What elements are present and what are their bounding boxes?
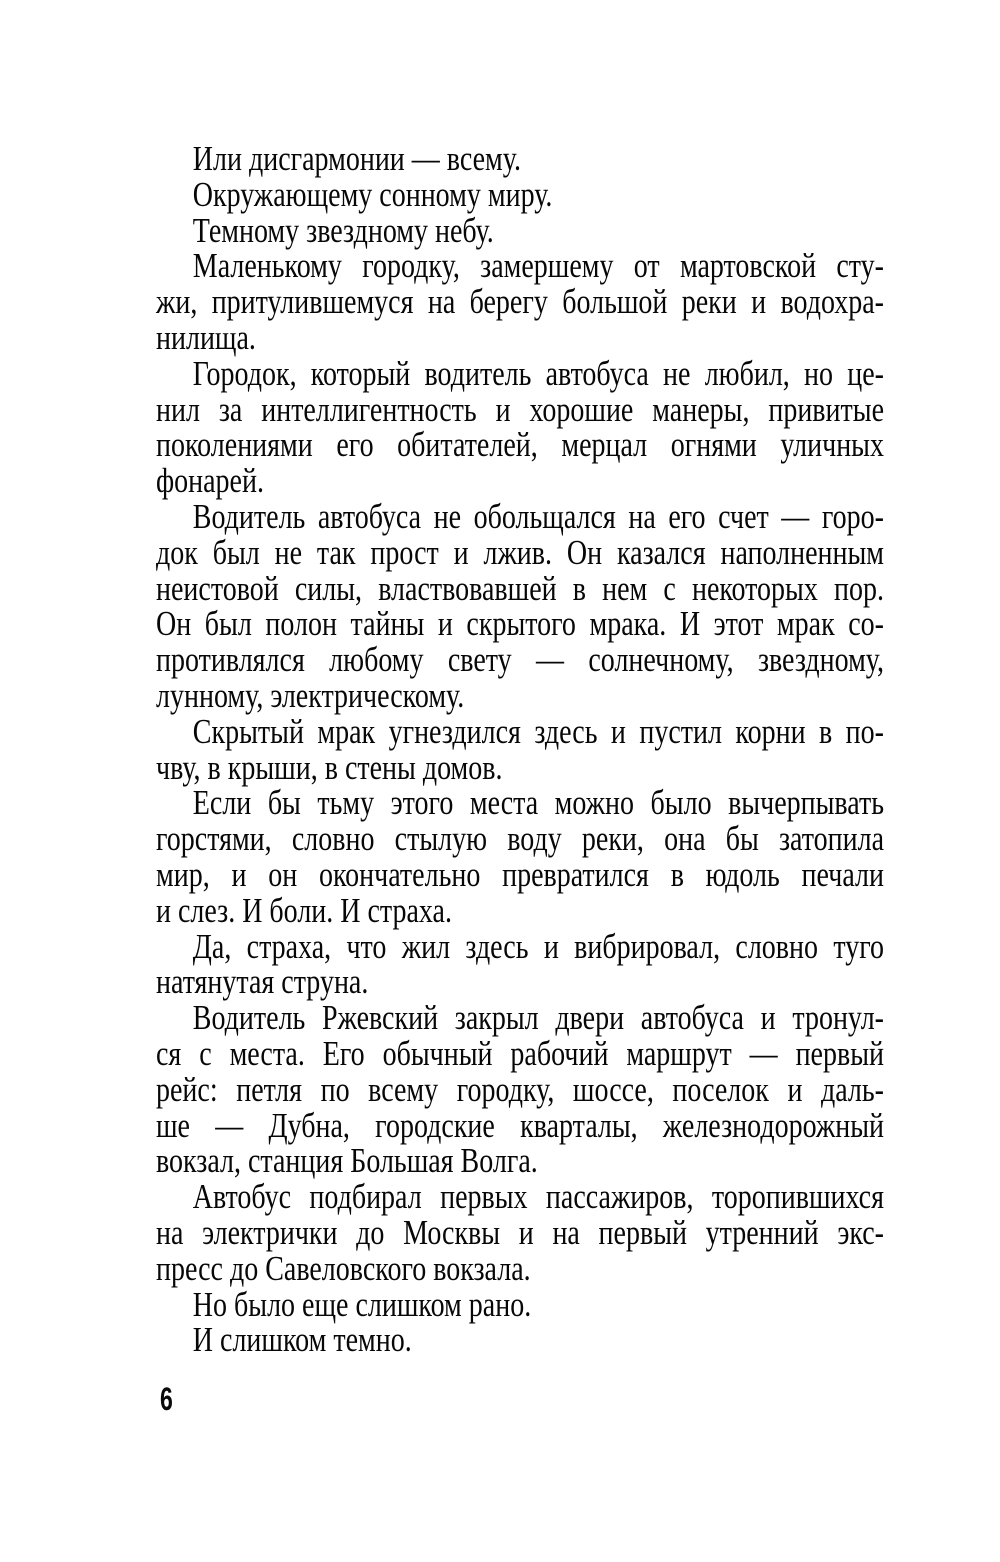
text-line: Маленькому городку, замершему от мартовской сту- — [192, 246, 885, 286]
text-line: поколениями его обитателей, мерцал огнями уличных — [156, 425, 884, 465]
text-line: Городок, который водитель автобуса не любил, но це- — [192, 353, 885, 393]
text-line: нилища. — [156, 317, 256, 357]
text-line: Автобус подбирал первых пассажиров, торопившихся — [192, 1177, 885, 1217]
text-block — [156, 141, 884, 1358]
text-line: неистовой силы, властвовавшей в нем с некоторых пор. — [156, 568, 884, 608]
text-line: Водитель Ржевский закрыл двери автобуса и тронул- — [192, 998, 885, 1038]
text-line: жи, притулившемуся на берегу большой реки и водохра- — [156, 282, 884, 322]
text-line: Водитель автобуса не обольщался на его счет — горо- — [192, 496, 885, 536]
text-line: ся с места. Его обычный рабочий маршрут — первый — [156, 1033, 884, 1073]
text-line: Если бы тьму этого места можно было вычерпывать — [192, 783, 885, 823]
text-line: горстями, словно стылую воду реки, она бы затопила — [156, 819, 884, 859]
text-line: лунному, электрическому. — [156, 675, 465, 715]
text-line: на электрички до Москвы и на первый утренний экс- — [156, 1212, 884, 1252]
text-line: Но было еще слишком рано. — [192, 1284, 532, 1324]
text-line: Скрытый мрак угнездился здесь и пустил корни в по- — [192, 711, 885, 751]
text-line: мир, и он окончательно превратился в юдоль печали — [156, 854, 884, 894]
text-line: ше — Дубна, городские кварталы, железнодорожный — [156, 1105, 884, 1145]
text-line: Окружающему сонному миру. — [192, 174, 553, 214]
text-line: противлялся любому свету — солнечному, звездному, — [156, 640, 884, 680]
page-number: 6 — [160, 1381, 173, 1417]
text-line: Темному звездному небу. — [192, 210, 494, 250]
text-line: фонарей. — [156, 461, 264, 501]
text-line: И слишком темно. — [192, 1320, 412, 1360]
text-line: и слез. И боли. И страха. — [156, 890, 452, 930]
text-line: Или дисгармонии — всему. — [192, 139, 521, 178]
text-line: вокзал, станция Большая Волга. — [156, 1141, 538, 1181]
text-line: Он был полон тайны и скрытого мрака. И этот мрак со- — [156, 604, 884, 644]
text-line: натянутая струна. — [156, 962, 369, 1002]
text-line: рейс: петля по всему городку, шоссе, поселок и даль- — [156, 1069, 884, 1109]
text-line: док был не так прост и лжив. Он казался наполненным — [156, 532, 884, 572]
text-line: пресс до Савеловского вокзала. — [156, 1248, 531, 1288]
text-line: чву, в крыши, в стены домов. — [156, 747, 503, 787]
text-line: Да, страха, что жил здесь и вибрировал, словно туго — [192, 926, 885, 966]
text-line: нил за интеллигентность и хорошие манеры, привитые — [156, 389, 884, 429]
